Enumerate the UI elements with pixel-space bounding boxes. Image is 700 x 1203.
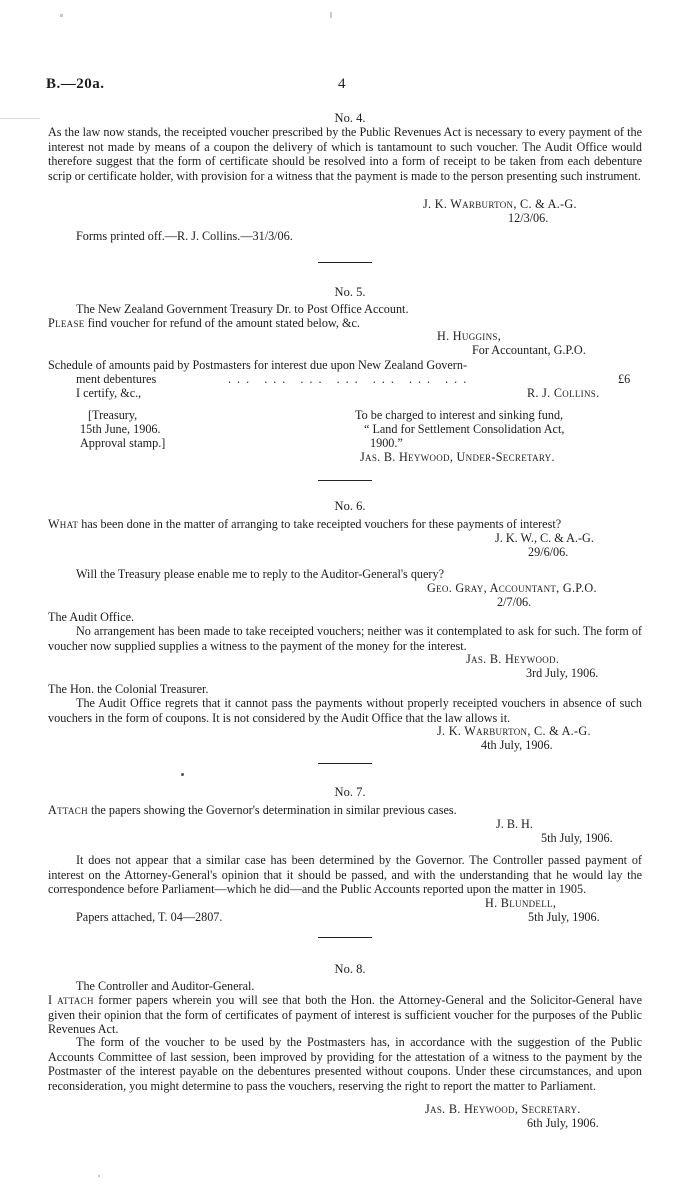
- no8-to: The Controller and Auditor-General.: [76, 979, 255, 993]
- no5-charge-line1: To be charged to interest and sinking fund,: [355, 408, 564, 422]
- no5-stamp-line2: 15th June, 1906.: [80, 422, 161, 436]
- no5-stamp-line3: Approval stamp.]: [80, 436, 166, 450]
- no5-schedule-line1: Schedule of amounts paid by Postmasters for interest due upon New Zealand Govern-: [48, 358, 468, 372]
- no6-to-treasurer: The Hon. the Colonial Treasurer.: [48, 682, 209, 696]
- no7-papers: Papers attached, T. 04—2807.: [76, 910, 223, 924]
- no5-line2-lead: Please: [48, 316, 85, 330]
- no5-charge-line3: 1900.”: [370, 436, 403, 450]
- no4-signature: J. K. Warburton, C. & A.-G.: [423, 197, 577, 211]
- scan-mark: [60, 14, 63, 17]
- no7-body-sig: H. Blundell,: [485, 896, 557, 910]
- no6-request-date: 2/7/06.: [497, 595, 532, 609]
- no6-reply: No arrangement has been made to take receipted vouchers; neither was it contemplated to ask for such. The form of voucher now supplied supplies a witness to the payment of the money for the interest.: [48, 624, 642, 653]
- section-heading-no6: No. 6.: [334, 499, 366, 513]
- scan-mark: [181, 773, 184, 776]
- no8-para1-rest: former papers wherein you will see that both the Hon. the Attorney-General and the Solicitor-General have given their opinion that the form of certificates of payment of interest is sufficient voucher for the purposes of the Public Revenues Act.: [48, 993, 642, 1036]
- section-divider: [318, 262, 372, 263]
- no6-regret: The Audit Office regrets that it cannot pass the payments without properly receipted vouchers in absence of such vouchers in the form of coupons. It is not considered by the Audit Office that the law allows it.: [48, 696, 642, 725]
- no6-question-lead: What: [48, 517, 79, 531]
- no7-attach: [48, 803, 457, 818]
- no5-certify: I certify, &c.,: [76, 386, 142, 400]
- no7-attach-rest: the papers showing the Governor's determination in similar previous cases.: [87, 803, 457, 817]
- no8-para1-lead: I attach: [48, 993, 94, 1007]
- scan-mark: [330, 12, 332, 18]
- section-divider: [318, 480, 372, 481]
- no6-reply-sig: Jas. B. Heywood.: [466, 652, 560, 666]
- no5-amount: £6: [618, 372, 631, 386]
- no6-request-sig-text: Geo. Gray, Accountant, G.P.O.: [427, 581, 597, 595]
- no6-regret-sig: J. K. Warburton, C. & A.-G.: [437, 724, 591, 738]
- section-heading-no5: No. 5.: [334, 285, 366, 299]
- no7-attach-sig: J. B. H.: [496, 817, 533, 831]
- section-heading-no7: No. 7.: [334, 785, 366, 799]
- no7-papers-date: 5th July, 1906.: [528, 910, 600, 924]
- no7-body: It does not appear that a similar case has been determined by the Governor. The Controller passed payment of interest on the Attorney-General's opinion that it should be passed, and with the understanding that he would lay the correspondence before Parliament—which he did—and the Public Accounts reported upon the matter in 1905.: [48, 853, 642, 896]
- no6-question-rest: has been done in the matter of arranging to take receipted vouchers for these payments of interest?: [78, 517, 562, 531]
- no5-schedule-line2: ment debentures: [76, 372, 157, 386]
- no6-regret-date: 4th July, 1906.: [481, 738, 553, 752]
- no5-line2: [48, 316, 360, 331]
- no4-date: 12/3/06.: [508, 211, 549, 225]
- no6-reply-date: 3rd July, 1906.: [526, 666, 599, 680]
- section-heading-no8: No. 8.: [334, 962, 366, 976]
- no8-para1: [48, 993, 642, 1037]
- no5-sig1-title: For Accountant, G.P.O.: [472, 343, 586, 357]
- no5-stamp-line1: [Treasury,: [88, 408, 138, 422]
- no8-signature: Jas. B. Heywood, Secretary.: [425, 1102, 581, 1116]
- no6-question-date: 29/6/06.: [528, 545, 569, 559]
- no7-attach-lead: Attach: [48, 803, 88, 817]
- section-divider: [318, 763, 372, 764]
- section-heading-no4: No. 4.: [334, 111, 366, 125]
- no4-body: As the law now stands, the receipted voucher prescribed by the Public Revenues Act is necessary to every payment of the interest not made by means of a coupon the delivery of which is tantamount to such voucher. The Audit Office would therefore suggest that the form of certificate should be resolved into a form of receipt to be taken from each debenture scrip or certificate holder, with provision for a witness that the payment is made to the person presenting such instrument.: [48, 125, 642, 183]
- no6-question-sig: J. K. W., C. & A.-G.: [495, 531, 594, 545]
- no8-para2: The form of the voucher to be used by the Postmasters has, in accordance with the suggestion of the Public Accounts Committee of last session, been improved by providing for the attestation of a witness to the payment by the Postmaster of the interest payable on the debentures presented without coupons. Under these circumstances, and upon reconsideration, you might determine to pass the vouchers, reserving the right to report the matter to Parliament.: [48, 1035, 642, 1093]
- no5-certify-sig: R. J. Collins.: [527, 386, 600, 400]
- no6-to-audit: The Audit Office.: [48, 610, 135, 624]
- no8-date: 6th July, 1906.: [527, 1116, 599, 1130]
- no6-question: [48, 517, 642, 532]
- no6-request: Will the Treasury please enable me to reply to the Auditor-General's query?: [76, 567, 444, 581]
- no6-request-sig: [427, 581, 597, 596]
- no4-note: Forms printed off.—R. J. Collins.—31/3/06.: [76, 229, 293, 243]
- document-reference: B.—20a.: [46, 76, 105, 92]
- no5-line2-rest: find voucher for refund of the amount stated below, &c.: [84, 316, 360, 330]
- page-number: 4: [338, 76, 346, 92]
- no7-attach-date: 5th July, 1906.: [541, 831, 613, 845]
- no5-charge-sig: Jas. B. Heywood, Under-Secretary.: [360, 450, 555, 464]
- section-divider: [318, 937, 372, 938]
- no5-leaders: ... ... ... ... ... ... ...: [228, 372, 473, 386]
- scan-mark: [98, 1175, 100, 1177]
- no5-sig1: H. Huggins,: [437, 329, 502, 343]
- no5-charge-line2: “ Land for Settlement Consolidation Act,: [364, 422, 565, 436]
- no5-line1: The New Zealand Government Treasury Dr. to Post Office Account.: [76, 302, 409, 316]
